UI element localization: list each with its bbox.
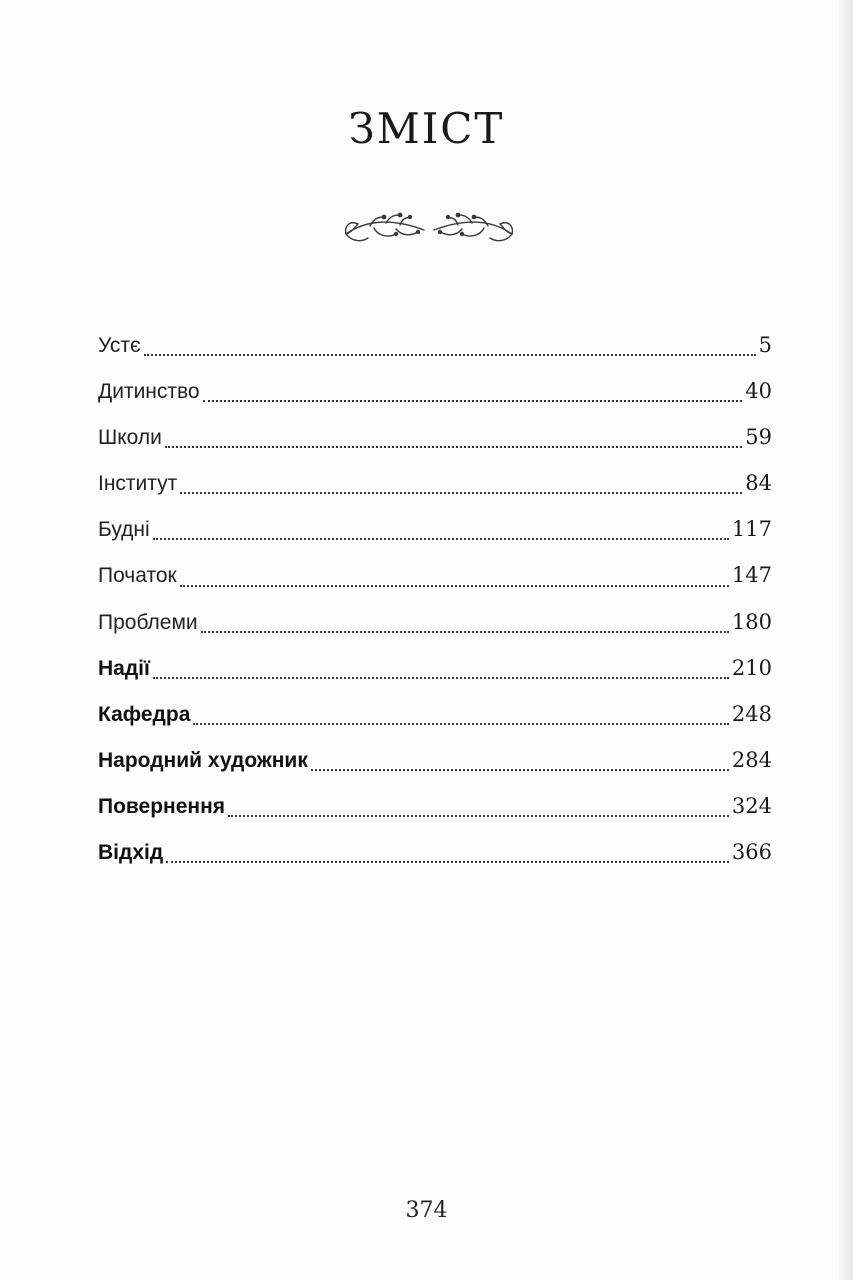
dot-leader: [153, 534, 729, 540]
toc-entry-title: Школи: [98, 426, 162, 450]
dot-leader: [193, 719, 729, 725]
toc-entry: [98, 552, 772, 598]
page-title: ЗМІСТ: [348, 104, 505, 153]
toc-entry: [98, 691, 772, 737]
toc-entry-page: 248: [731, 701, 772, 726]
toc-entry-page: 5: [758, 333, 772, 357]
toc-entry: [98, 506, 772, 552]
toc-entry-title: Повернення: [98, 794, 226, 818]
toc-entry-page: 59: [745, 425, 772, 450]
toc-entry-title: Народний художник: [98, 748, 308, 772]
toc-entry-title: Проблеми: [98, 610, 198, 634]
toc-entry-page: 147: [731, 563, 772, 588]
toc-entry-page: 84: [745, 471, 772, 496]
toc-entry-page: 324: [731, 793, 772, 818]
toc-entry: [98, 829, 772, 875]
toc-entry-title: Інститут: [98, 472, 178, 496]
toc-entry: [98, 460, 772, 506]
toc-entry-title: Устє: [98, 334, 141, 357]
toc-entry: [98, 737, 772, 783]
toc-entry-page: 284: [731, 747, 772, 772]
toc-entry-page: 40: [745, 379, 772, 404]
dot-leader: [153, 673, 729, 679]
toc-entry: [98, 599, 772, 645]
page-edge-shadow: [839, 0, 853, 1280]
toc-entry: [98, 645, 772, 691]
dot-leader: [165, 442, 742, 448]
dot-leader: [228, 811, 729, 817]
toc-entry-page: 210: [731, 655, 772, 680]
toc-entry: [98, 783, 772, 829]
toc-entry-page: 366: [731, 840, 772, 865]
toc-entry-page: 180: [731, 609, 772, 634]
toc-entry-title: Дитинство: [98, 380, 200, 404]
table-of-contents: [98, 322, 772, 875]
dot-leader: [180, 581, 729, 587]
toc-entry-page: 117: [731, 517, 772, 542]
floral-divider-icon: [340, 204, 518, 248]
toc-entry-title: Кафедра: [98, 702, 191, 726]
toc-entry: [98, 368, 772, 414]
page-number: 374: [405, 1198, 448, 1223]
toc-entry: [98, 322, 772, 368]
toc-entry: [98, 414, 772, 460]
toc-entry-title: Початок: [98, 564, 177, 588]
dot-leader: [201, 627, 729, 633]
dot-leader: [203, 396, 743, 402]
dot-leader: [311, 765, 729, 771]
dot-leader: [144, 350, 756, 356]
toc-entry-title: Надії: [98, 656, 150, 680]
toc-entry-title: Будні: [98, 518, 150, 542]
dot-leader: [166, 857, 729, 863]
toc-entry-title: Відхід: [98, 841, 164, 865]
dot-leader: [180, 488, 742, 494]
